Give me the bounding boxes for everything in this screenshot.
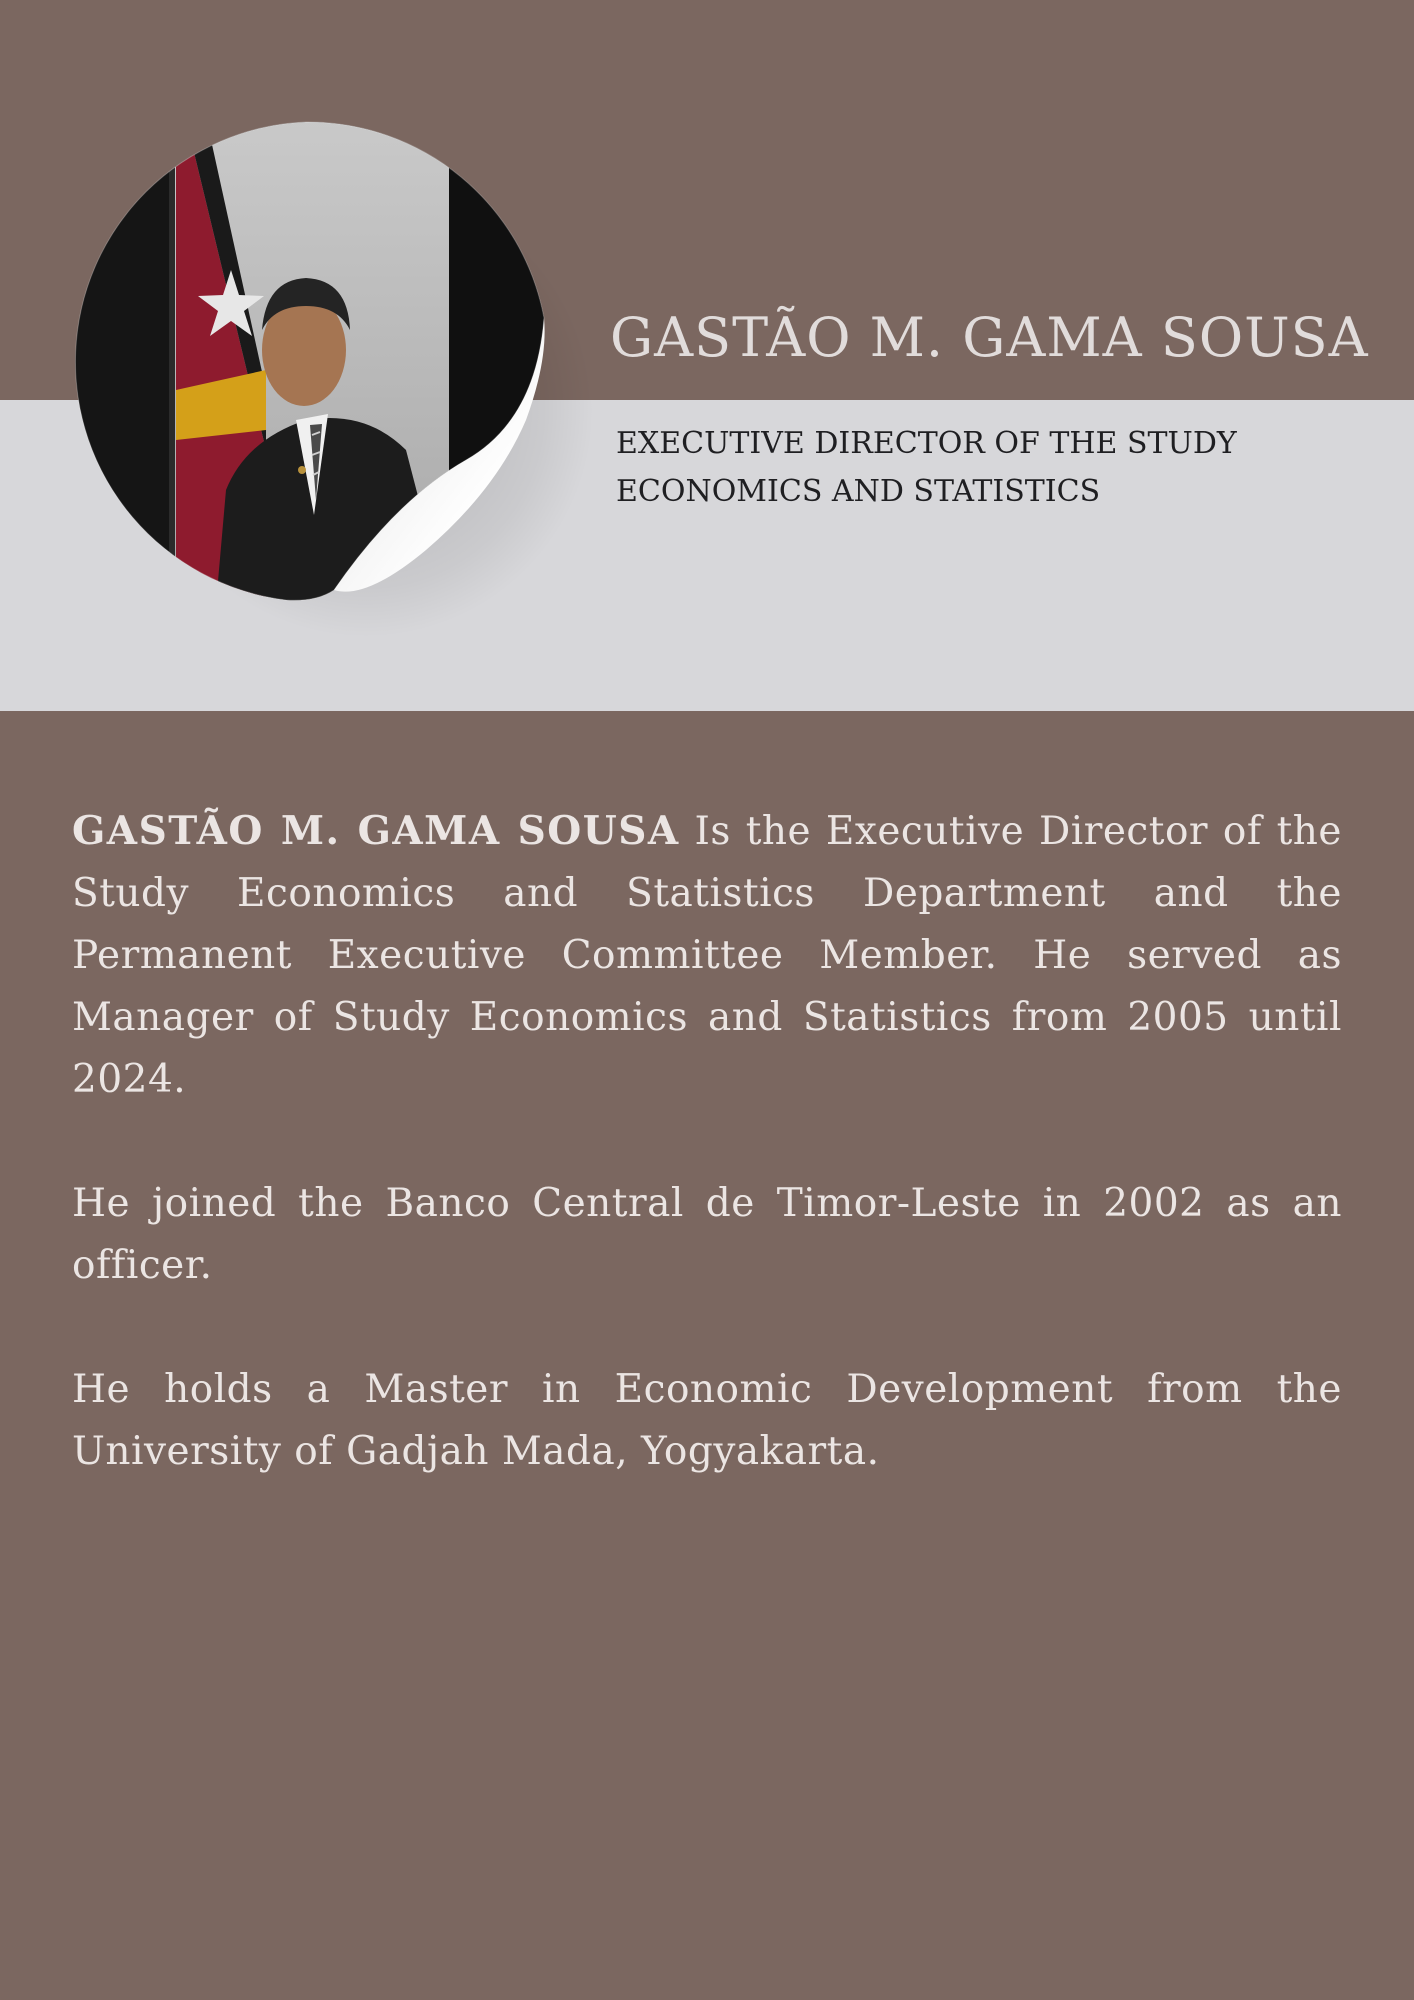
bio-paragraph-1 [72, 800, 1342, 1111]
job-title-line-1: EXECUTIVE DIRECTOR OF THE STUDY [616, 426, 1237, 461]
page-title: GASTÃO M. GAMA SOUSA [610, 306, 1369, 369]
biography [72, 800, 1342, 1545]
portrait-photo [66, 120, 550, 604]
bio-paragraph-1-text: Is the Executive Director of the Study Economics and Statistics Department and the Permanent Executive Committee Member. He served as Manager of Study Economics and Statistics from 2005 until 2024. [72, 809, 1342, 1102]
job-title [616, 420, 1316, 516]
portrait-sticker [66, 120, 550, 604]
bio-name: GASTÃO M. GAMA SOUSA [72, 808, 680, 854]
job-title-line-2: ECONOMICS AND STATISTICS [616, 474, 1101, 509]
bio-paragraph-3: He holds a Master in Economic Development from the University of Gadjah Mada, Yogyakarta. [72, 1367, 1342, 1474]
bio-paragraph-2: He joined the Banco Central de Timor-Leste in 2002 as an officer. [72, 1181, 1342, 1288]
